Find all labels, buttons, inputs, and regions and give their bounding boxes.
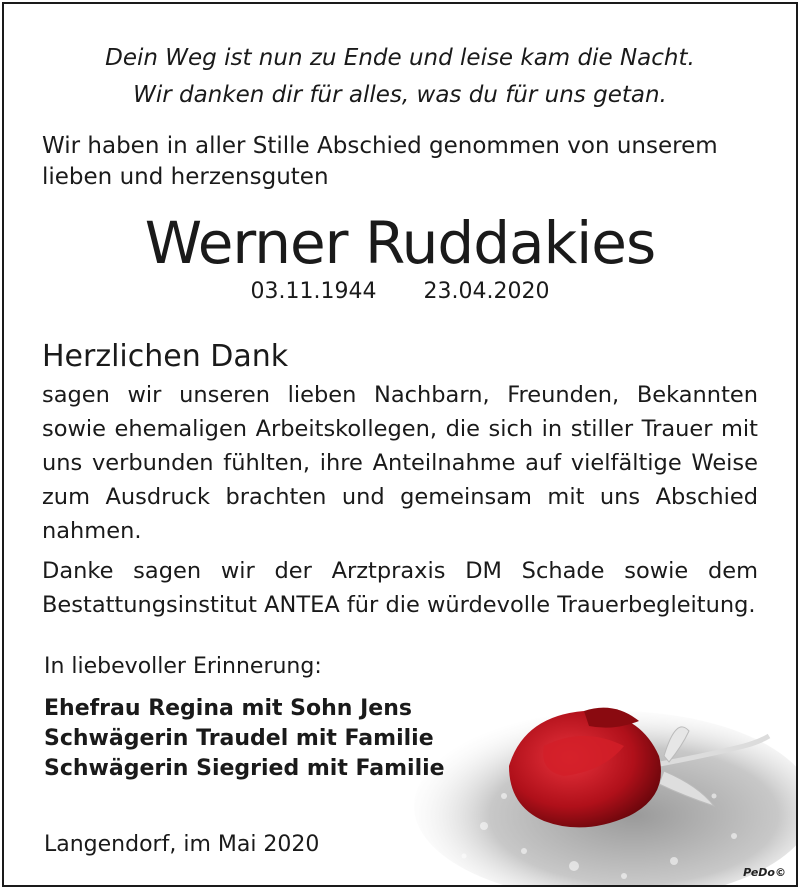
verse-line-1: Dein Weg ist nun zu Ende und leise kam die Nacht. xyxy=(105,45,695,71)
family-list xyxy=(44,694,445,784)
family-member: Schwägerin Siegried mit Familie xyxy=(44,756,445,781)
birth-date: 03.11.1944 xyxy=(250,279,377,304)
thanks-paragraph-1: sagen wir unseren lieben Nachbarn, Freunden, Bekannten sowie ehemaligen Arbeitskollegen, die sich in stiller Trauer mit uns verbunden fühlten, ihre Anteilnahme auf vielfältige Weise zum Ausdruck brachten und gemeinsam mit uns Abschied nahmen. xyxy=(42,382,758,544)
intro-line-2: lieben und herzensguten xyxy=(42,164,329,190)
thanks-heading: Herzlichen Dank xyxy=(42,339,289,374)
thanks-paragraph-2: Danke sagen wir der Arztpraxis DM Schade sowie dem Bestattungsinstitut ANTEA für die würdevolle Trauerbegleitung. xyxy=(42,558,758,618)
deceased-name: Werner Ruddakies xyxy=(144,209,656,277)
death-date: 23.04.2020 xyxy=(423,279,550,304)
intro-text xyxy=(42,131,762,193)
life-dates xyxy=(4,277,796,307)
obituary-notice xyxy=(2,2,798,887)
memory-label: In liebevoller Erinnerung: xyxy=(44,654,322,679)
verse-line-2: Wir danken dir für alles, was du für uns getan. xyxy=(133,82,667,108)
rose-image xyxy=(414,676,798,887)
family-member: Ehefrau Regina mit Sohn Jens xyxy=(44,696,412,721)
place-date: Langendorf, im Mai 2020 xyxy=(44,832,320,857)
intro-line-1: Wir haben in aller Stille Abschied genommen von unserem xyxy=(42,133,718,159)
image-credit: PeDo© xyxy=(743,866,786,879)
family-member: Schwägerin Traudel mit Familie xyxy=(44,726,434,751)
verse xyxy=(4,40,796,114)
